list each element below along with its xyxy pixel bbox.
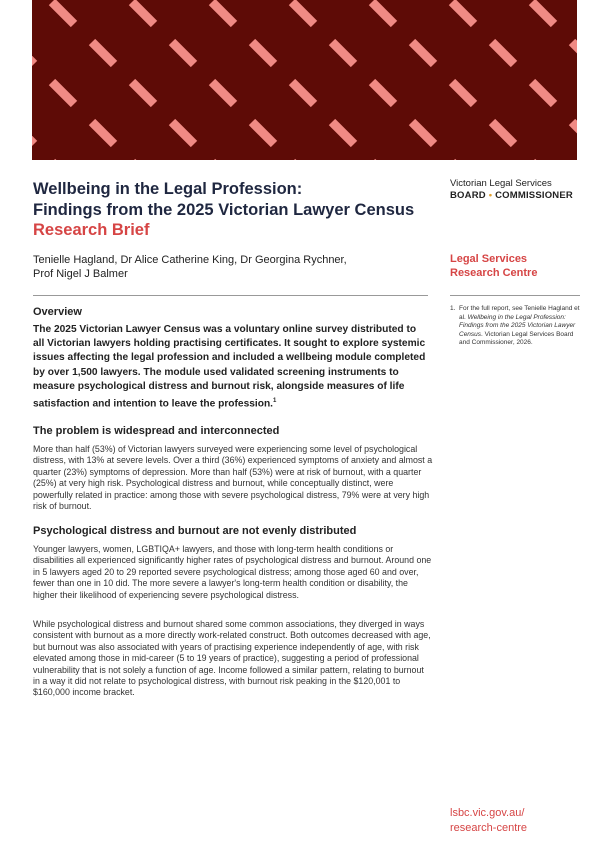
footnote-text-after: . Victorian Legal Services Board and Commissioner, 2026. bbox=[459, 330, 574, 347]
section2-paragraph1: Younger lawyers, women, LGBTIQA+ lawyers, and those with long-term health conditions or disabilities all experienced significantly higher rates of psychological distress and burnout. Around one in 5 lawyers aged 20 to 29 reported severe psychological distress; among those aged 60 and over, fewer than one in 10 did. The more severe a lawyer's long-term health condition or disability, the higher their likelihood of experiencing severe psychological distress. bbox=[33, 544, 432, 600]
page-title-line1: Wellbeing in the Legal Profession: bbox=[33, 180, 303, 198]
stripe bbox=[572, 122, 577, 144]
stripe bbox=[212, 82, 234, 104]
sidebar-title bbox=[450, 252, 537, 280]
org-logo-line2 bbox=[450, 190, 573, 201]
footnote-text bbox=[450, 305, 580, 348]
intro-footnote-ref: 1 bbox=[273, 398, 277, 405]
section1-heading: The problem is widespread and interconnected bbox=[33, 425, 280, 437]
research-centre-link[interactable] bbox=[450, 806, 527, 836]
stripe bbox=[452, 82, 474, 104]
stripe bbox=[172, 42, 194, 64]
stripe bbox=[32, 42, 34, 64]
stripe bbox=[532, 2, 554, 24]
stripe bbox=[252, 122, 274, 144]
link-line1[interactable]: lsbc.vic.gov.au/ bbox=[450, 807, 525, 819]
stripe bbox=[412, 42, 434, 64]
authors-line2: Prof Nigel J Balmer bbox=[33, 268, 128, 280]
sidebar-title-line1: Legal Services bbox=[450, 253, 528, 265]
stripe bbox=[372, 2, 394, 24]
diagonal-stripe-pattern bbox=[32, 0, 577, 160]
stripe bbox=[52, 2, 74, 24]
stripe bbox=[292, 2, 314, 24]
footnote-text-before: For the full report, see Tenielle Hagland et al. bbox=[459, 305, 580, 321]
sidebar-title-line2: Research Centre bbox=[450, 267, 538, 279]
section2-heading: Psychological distress and burnout are not evenly distributed bbox=[33, 525, 357, 537]
page-title-line2: Findings from the 2025 Victorian Lawyer Census bbox=[33, 201, 415, 219]
footnote-report-title: Wellbeing in the Legal Profession: Findings from the 2025 Victorian Lawyer Census bbox=[459, 313, 576, 338]
authors-line1: Tenielle Hagland, Dr Alice Catherine King, Dr Georgina Rychner, bbox=[33, 254, 347, 266]
org-commissioner: COMMISSIONER bbox=[495, 190, 573, 201]
header-banner bbox=[32, 0, 577, 160]
link-line2[interactable]: research-centre bbox=[450, 822, 528, 834]
sidebar-divider bbox=[450, 295, 580, 296]
stripe bbox=[252, 42, 274, 64]
stripe bbox=[532, 82, 554, 104]
main-divider bbox=[33, 295, 428, 296]
stripe bbox=[332, 42, 354, 64]
stripe bbox=[292, 82, 314, 104]
org-board: BOARD bbox=[450, 190, 486, 201]
org-logo-line1: Victorian Legal Services bbox=[450, 178, 552, 189]
page-subtitle: Research Brief bbox=[33, 221, 150, 239]
footnote bbox=[450, 305, 580, 348]
stripe bbox=[172, 122, 194, 144]
stripe bbox=[412, 122, 434, 144]
stripe bbox=[452, 2, 474, 24]
stripe bbox=[492, 122, 514, 144]
stripe bbox=[92, 122, 114, 144]
intro-text: The 2025 Victorian Lawyer Census was a voluntary online survey distributed to all Victorian lawyers holding practising certificates. It sought to explore systemic issues affecting the legal profession and included a wellbeing module completed by over 1,500 lawyers. The module used validated screening instruments to measure psychological distress and burnout risk, alongside measures of life satisfaction and intention to leave the profession. bbox=[33, 324, 426, 410]
stripe bbox=[492, 42, 514, 64]
stripe bbox=[132, 2, 154, 24]
stripe bbox=[572, 42, 577, 64]
stripe bbox=[52, 82, 74, 104]
intro-paragraph bbox=[33, 323, 428, 412]
stripe bbox=[372, 82, 394, 104]
stripe bbox=[32, 122, 34, 144]
overview-heading: Overview bbox=[33, 306, 82, 318]
section2-paragraph2: While psychological distress and burnout shared some common associations, they diverged in ways consistent with burnout as a more directly work-related construct. Both outcomes decreased with age, but burnout was also associated with years of practising experience independently of age, with risk elevated among those in mid-career (5 to 19 years of practice), suggesting a period of professional vulnerability that is not solely a function of age. Income followed a similar pattern, relating to burnout in a way it did not relate to psychological distress, with burnout risk peaking in the $120,001 to $160,000 income bracket. bbox=[33, 619, 431, 698]
stripe bbox=[332, 122, 354, 144]
authors bbox=[33, 253, 383, 281]
section1-paragraph: More than half (53%) of Victorian lawyers surveyed were experiencing some level of psychological distress, with 13% at severe levels. Over a third (36%) experienced symptoms of anxiety and almost a quarter (23%) symptoms of depression. More than half (53%) were at risk of burnout, with a quarter (25%) at very high risk. Psychological distress and burnout, while conceptually distinct, were powerfully related in practice: among those with severe psychological distress, 79% were at very high risk of burnout. bbox=[33, 444, 433, 512]
stripe bbox=[212, 2, 234, 24]
footnote-number: 1. bbox=[450, 305, 456, 312]
stripe bbox=[132, 82, 154, 104]
stripe bbox=[92, 42, 114, 64]
org-separator: • bbox=[488, 190, 493, 201]
